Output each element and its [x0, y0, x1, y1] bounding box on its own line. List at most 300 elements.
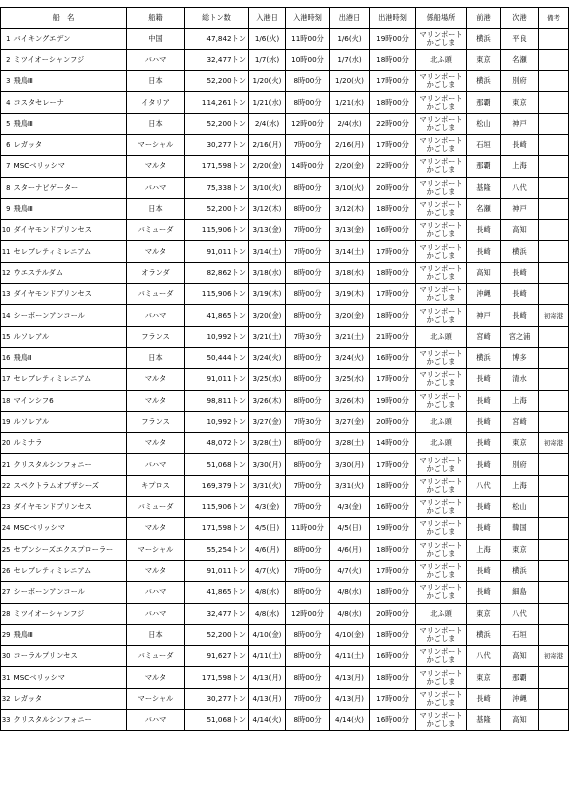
header-row	[1, 8, 569, 29]
cell-row-number: 7	[1, 156, 12, 177]
berth-line: かごしま	[426, 229, 456, 239]
berth-line: マリンポート	[419, 689, 463, 699]
cell-next-port: 石垣	[501, 624, 539, 645]
cell-ship-name: MSCベリッシマ	[12, 518, 127, 539]
cell-departure-date: 3/28(土)	[330, 433, 370, 454]
cell-previous-port: 高知	[467, 262, 501, 283]
berth-line: マリンポート	[419, 625, 463, 635]
cell-note	[539, 284, 569, 305]
table-row	[1, 134, 569, 155]
header-arrival-date: 入港日	[249, 8, 286, 29]
cell-arrival-time: 8時00分	[286, 305, 330, 326]
header-departure-date: 出港日	[330, 8, 370, 29]
table-row	[1, 220, 569, 241]
cell-previous-port: 東京	[467, 667, 501, 688]
table-row	[1, 560, 569, 581]
cell-note	[539, 603, 569, 624]
table-row	[1, 688, 569, 709]
berth-line: かごしま	[426, 655, 456, 665]
cell-departure-date: 3/10(火)	[330, 177, 370, 198]
cell-note	[539, 262, 569, 283]
cell-previous-port: 横浜	[467, 28, 501, 49]
cell-previous-port: 東京	[467, 603, 501, 624]
berth-line: マリンポート	[419, 221, 463, 231]
cell-departure-date: 2/20(金)	[330, 156, 370, 177]
cell-row-number: 4	[1, 92, 12, 113]
cell-berth	[416, 454, 467, 475]
cell-note	[539, 134, 569, 155]
cell-gross-tonnage: 115,906トン	[185, 284, 249, 305]
cell-flag: フランス	[127, 326, 185, 347]
cell-departure-date: 3/12(木)	[330, 198, 370, 219]
berth-line: マリンポート	[419, 136, 463, 146]
cell-departure-date: 1/7(水)	[330, 49, 370, 70]
cell-arrival-date: 4/13(月)	[249, 688, 286, 709]
cell-arrival-date: 1/7(水)	[249, 49, 286, 70]
cell-flag: マーシャル	[127, 539, 185, 560]
cell-berth	[416, 177, 467, 198]
cell-flag: マルタ	[127, 518, 185, 539]
berth-line: かごしま	[426, 463, 456, 473]
berth-line: かごしま	[426, 271, 456, 281]
cell-berth	[416, 497, 467, 518]
cell-gross-tonnage: 115,906トン	[185, 220, 249, 241]
cell-row-number: 32	[1, 688, 12, 709]
cell-arrival-time: 7時00分	[286, 475, 330, 496]
cell-note	[539, 688, 569, 709]
cell-note	[539, 390, 569, 411]
cell-berth	[416, 49, 467, 70]
cell-departure-time: 20時00分	[370, 177, 416, 198]
cell-departure-time: 17時00分	[370, 688, 416, 709]
header-tonnage: 総トン数	[185, 8, 249, 29]
cell-next-port: 長崎	[501, 305, 539, 326]
cell-departure-time: 16時00分	[370, 220, 416, 241]
cell-arrival-time: 12時00分	[286, 113, 330, 134]
cell-berth	[416, 710, 467, 731]
cell-departure-date: 4/8(水)	[330, 603, 370, 624]
cell-next-port: 長崎	[501, 134, 539, 155]
cell-row-number: 19	[1, 411, 12, 432]
cell-arrival-time: 7時30分	[286, 326, 330, 347]
cell-next-port: 那覇	[501, 667, 539, 688]
cell-next-port: 別府	[501, 71, 539, 92]
cell-departure-time: 17時00分	[370, 560, 416, 581]
cell-arrival-date: 3/18(水)	[249, 262, 286, 283]
berth-line: マリンポート	[419, 476, 463, 486]
cell-gross-tonnage: 10,992トン	[185, 411, 249, 432]
cell-ship-name: 飛鳥Ⅲ	[12, 71, 127, 92]
cell-next-port: 神戸	[501, 113, 539, 134]
table-row	[1, 667, 569, 688]
header-note: 備考	[539, 8, 569, 29]
cell-row-number: 22	[1, 475, 12, 496]
cell-arrival-date: 3/28(土)	[249, 433, 286, 454]
cell-previous-port: 松山	[467, 113, 501, 134]
cell-row-number: 16	[1, 347, 12, 368]
berth-line: かごしま	[426, 208, 456, 218]
table-row	[1, 454, 569, 475]
cell-row-number: 8	[1, 177, 12, 198]
cell-gross-tonnage: 52,200トン	[185, 71, 249, 92]
berth-line: マリンポート	[419, 285, 463, 295]
cell-arrival-date: 3/21(土)	[249, 326, 286, 347]
cell-note: 初寄港	[539, 433, 569, 454]
berth-line: かごしま	[426, 697, 456, 707]
cell-row-number: 24	[1, 518, 12, 539]
berth-line: マリンポート	[419, 391, 463, 401]
cell-next-port: 平良	[501, 28, 539, 49]
cell-arrival-time: 8時00分	[286, 582, 330, 603]
cell-previous-port: 八代	[467, 646, 501, 667]
cell-ship-name: コスタセレーナ	[12, 92, 127, 113]
cell-row-number: 25	[1, 539, 12, 560]
cell-previous-port: 長崎	[467, 688, 501, 709]
berth-line: 北ふ頭	[430, 438, 452, 448]
cell-arrival-date: 1/6(火)	[249, 28, 286, 49]
berth-line: マリンポート	[419, 583, 463, 593]
cell-departure-time: 16時00分	[370, 497, 416, 518]
cell-ship-name: ミツイオーシャンフジ	[12, 49, 127, 70]
berth-line: かごしま	[426, 570, 456, 580]
table-row	[1, 497, 569, 518]
cell-arrival-date: 2/4(水)	[249, 113, 286, 134]
cell-note	[539, 347, 569, 368]
cell-arrival-time: 8時00分	[286, 667, 330, 688]
cell-flag: マルタ	[127, 560, 185, 581]
cell-departure-date: 3/25(水)	[330, 369, 370, 390]
berth-line: かごしま	[426, 165, 456, 175]
cell-flag: フランス	[127, 411, 185, 432]
cell-next-port: 高知	[501, 220, 539, 241]
cell-gross-tonnage: 47,842トン	[185, 28, 249, 49]
cell-berth	[416, 134, 467, 155]
header-ship-name: 船 名	[1, 8, 127, 29]
cell-flag: バハマ	[127, 305, 185, 326]
cell-note	[539, 560, 569, 581]
cell-departure-time: 18時00分	[370, 475, 416, 496]
cell-ship-name: スペクトラムオブザシーズ	[12, 475, 127, 496]
cell-berth	[416, 113, 467, 134]
cell-previous-port: 長崎	[467, 369, 501, 390]
berth-line: かごしま	[426, 484, 456, 494]
cell-arrival-time: 10時00分	[286, 49, 330, 70]
cell-ship-name: シーボーンアンコール	[12, 582, 127, 603]
cell-arrival-time: 8時00分	[286, 710, 330, 731]
cell-ship-name: クリスタルシンフォニー	[12, 710, 127, 731]
berth-line: かごしま	[426, 101, 456, 111]
cell-berth	[416, 603, 467, 624]
cell-berth	[416, 92, 467, 113]
cell-arrival-time: 8時00分	[286, 198, 330, 219]
cell-note	[539, 667, 569, 688]
cell-arrival-time: 7時00分	[286, 560, 330, 581]
cell-previous-port: 石垣	[467, 134, 501, 155]
cell-arrival-date: 3/20(金)	[249, 305, 286, 326]
berth-line: かごしま	[426, 357, 456, 367]
berth-line: かごしま	[426, 378, 456, 388]
cell-ship-name: ルミナラ	[12, 433, 127, 454]
cell-arrival-time: 14時00分	[286, 156, 330, 177]
cell-ship-name: レガッタ	[12, 134, 127, 155]
cell-note	[539, 49, 569, 70]
cell-departure-time: 16時00分	[370, 646, 416, 667]
cell-ship-name: 飛鳥Ⅱ	[12, 347, 127, 368]
cell-arrival-time: 8時00分	[286, 177, 330, 198]
cell-flag: オランダ	[127, 262, 185, 283]
table-row	[1, 390, 569, 411]
cell-gross-tonnage: 41,865トン	[185, 582, 249, 603]
cell-row-number: 20	[1, 433, 12, 454]
cell-arrival-time: 8時00分	[286, 539, 330, 560]
cell-note	[539, 28, 569, 49]
cell-arrival-date: 3/14(土)	[249, 241, 286, 262]
cell-departure-date: 3/14(土)	[330, 241, 370, 262]
cell-departure-time: 18時00分	[370, 539, 416, 560]
cell-gross-tonnage: 171,598トン	[185, 156, 249, 177]
cell-row-number: 15	[1, 326, 12, 347]
table-row	[1, 156, 569, 177]
cell-gross-tonnage: 52,200トン	[185, 198, 249, 219]
berth-line: マリンポート	[419, 93, 463, 103]
cell-departure-date: 4/8(水)	[330, 582, 370, 603]
cell-next-port: 高知	[501, 710, 539, 731]
cell-row-number: 27	[1, 582, 12, 603]
cell-next-port: 八代	[501, 177, 539, 198]
cell-berth	[416, 71, 467, 92]
cell-departure-time: 17時00分	[370, 454, 416, 475]
cell-arrival-time: 8時00分	[286, 433, 330, 454]
berth-line: 北ふ頭	[430, 54, 452, 64]
cell-departure-date: 3/31(火)	[330, 475, 370, 496]
cell-gross-tonnage: 91,011トン	[185, 560, 249, 581]
table-row	[1, 28, 569, 49]
cell-previous-port: 沖縄	[467, 284, 501, 305]
cell-next-port: 上海	[501, 390, 539, 411]
cell-departure-time: 17時00分	[370, 369, 416, 390]
berth-line: マリンポート	[419, 114, 463, 124]
berth-line: かごしま	[426, 676, 456, 686]
cell-departure-date: 3/30(月)	[330, 454, 370, 475]
cell-row-number: 2	[1, 49, 12, 70]
cell-next-port: 東京	[501, 92, 539, 113]
berth-line: マリンポート	[419, 647, 463, 657]
cell-arrival-date: 4/10(金)	[249, 624, 286, 645]
table-row	[1, 475, 569, 496]
cell-row-number: 1	[1, 28, 12, 49]
cell-previous-port: 宮崎	[467, 326, 501, 347]
cell-departure-time: 17時00分	[370, 71, 416, 92]
cell-arrival-time: 7時00分	[286, 497, 330, 518]
berth-line: かごしま	[426, 314, 456, 324]
cell-arrival-date: 4/3(金)	[249, 497, 286, 518]
table-row	[1, 539, 569, 560]
header-departure-time: 出港時刻	[370, 8, 416, 29]
cell-ship-name: ルソレアル	[12, 411, 127, 432]
cell-previous-port: 横浜	[467, 71, 501, 92]
cell-flag: バハマ	[127, 49, 185, 70]
cell-row-number: 18	[1, 390, 12, 411]
cell-berth	[416, 305, 467, 326]
cell-arrival-time: 8時00分	[286, 624, 330, 645]
header-arrival-time: 入港時刻	[286, 8, 330, 29]
cell-note	[539, 326, 569, 347]
cell-flag: バミューダ	[127, 220, 185, 241]
header-prev-port: 前港	[467, 8, 501, 29]
cell-flag: バハマ	[127, 603, 185, 624]
cell-next-port: 上海	[501, 475, 539, 496]
cell-flag: マルタ	[127, 667, 185, 688]
cell-ship-name: MSCベリッシマ	[12, 667, 127, 688]
cell-departure-time: 19時00分	[370, 28, 416, 49]
cell-berth	[416, 475, 467, 496]
cell-departure-date: 4/11(土)	[330, 646, 370, 667]
cell-arrival-time: 12時00分	[286, 603, 330, 624]
cell-gross-tonnage: 171,598トン	[185, 518, 249, 539]
cell-gross-tonnage: 32,477トン	[185, 49, 249, 70]
berth-line: マリンポート	[419, 263, 463, 273]
cell-arrival-date: 1/20(火)	[249, 71, 286, 92]
berth-line: マリンポート	[419, 242, 463, 252]
cell-berth	[416, 411, 467, 432]
cell-row-number: 11	[1, 241, 12, 262]
cell-previous-port: 八代	[467, 475, 501, 496]
schedule-body	[1, 28, 569, 731]
cell-departure-time: 14時00分	[370, 433, 416, 454]
cell-gross-tonnage: 32,477トン	[185, 603, 249, 624]
cell-arrival-time: 8時00分	[286, 646, 330, 667]
cell-flag: マーシャル	[127, 688, 185, 709]
cell-gross-tonnage: 10,992トン	[185, 326, 249, 347]
cell-gross-tonnage: 30,277トン	[185, 688, 249, 709]
cell-note	[539, 497, 569, 518]
cell-note	[539, 369, 569, 390]
berth-line: かごしま	[426, 293, 456, 303]
berth-line: かごしま	[426, 527, 456, 537]
cell-departure-date: 3/13(金)	[330, 220, 370, 241]
berth-line: マリンポート	[419, 306, 463, 316]
cell-arrival-date: 3/24(火)	[249, 347, 286, 368]
table-row	[1, 113, 569, 134]
cell-flag: バミューダ	[127, 284, 185, 305]
berth-line: 北ふ頭	[430, 608, 452, 618]
berth-line: マリンポート	[419, 349, 463, 359]
cell-berth	[416, 582, 467, 603]
cell-previous-port: 基隆	[467, 177, 501, 198]
cell-ship-name: ミツイオーシャンフジ	[12, 603, 127, 624]
cell-arrival-date: 3/25(水)	[249, 369, 286, 390]
cell-note	[539, 241, 569, 262]
cell-previous-port: 長崎	[467, 241, 501, 262]
cell-note	[539, 71, 569, 92]
cell-ship-name: 飛鳥Ⅲ	[12, 198, 127, 219]
cell-previous-port: 基隆	[467, 710, 501, 731]
cell-next-port: 東京	[501, 433, 539, 454]
cell-gross-tonnage: 91,011トン	[185, 369, 249, 390]
cell-gross-tonnage: 50,444トン	[185, 347, 249, 368]
cell-note	[539, 220, 569, 241]
table-row	[1, 241, 569, 262]
cell-row-number: 29	[1, 624, 12, 645]
cell-berth	[416, 241, 467, 262]
cell-flag: バミューダ	[127, 497, 185, 518]
cell-next-port: 韓国	[501, 518, 539, 539]
table-row	[1, 305, 569, 326]
cell-gross-tonnage: 55,254トン	[185, 539, 249, 560]
table-row	[1, 646, 569, 667]
cell-arrival-time: 8時00分	[286, 454, 330, 475]
cell-arrival-date: 4/6(月)	[249, 539, 286, 560]
cell-arrival-date: 3/19(木)	[249, 284, 286, 305]
cell-note	[539, 539, 569, 560]
cell-gross-tonnage: 51,068トン	[185, 454, 249, 475]
cell-ship-name: ダイヤモンドプリンセス	[12, 220, 127, 241]
cell-arrival-time: 7時30分	[286, 411, 330, 432]
cell-berth	[416, 667, 467, 688]
cell-previous-port: 長崎	[467, 433, 501, 454]
cell-berth	[416, 560, 467, 581]
berth-line: 北ふ頭	[430, 416, 452, 426]
cell-ship-name: ダイヤモンドプリンセス	[12, 284, 127, 305]
cell-berth	[416, 347, 467, 368]
table-row	[1, 92, 569, 113]
cell-arrival-date: 4/14(火)	[249, 710, 286, 731]
cell-flag: バミューダ	[127, 646, 185, 667]
cell-ship-name: ルソレアル	[12, 326, 127, 347]
cell-berth	[416, 326, 467, 347]
cell-note	[539, 518, 569, 539]
cell-berth	[416, 284, 467, 305]
cell-departure-date: 4/7(火)	[330, 560, 370, 581]
cell-departure-time: 18時00分	[370, 582, 416, 603]
cell-gross-tonnage: 91,011トン	[185, 241, 249, 262]
cell-row-number: 33	[1, 710, 12, 731]
cell-gross-tonnage: 171,598トン	[185, 667, 249, 688]
cell-arrival-time: 8時00分	[286, 284, 330, 305]
cell-row-number: 9	[1, 198, 12, 219]
cell-gross-tonnage: 114,261トン	[185, 92, 249, 113]
cell-flag: バハマ	[127, 710, 185, 731]
berth-line: 北ふ頭	[430, 331, 452, 341]
cell-ship-name: マインシフ6	[12, 390, 127, 411]
cell-next-port: 東京	[501, 539, 539, 560]
table-row	[1, 369, 569, 390]
cell-departure-date: 2/16(月)	[330, 134, 370, 155]
table-row	[1, 284, 569, 305]
cell-flag: 日本	[127, 347, 185, 368]
cell-arrival-date: 3/31(火)	[249, 475, 286, 496]
cell-departure-time: 18時00分	[370, 305, 416, 326]
cell-next-port: 横浜	[501, 241, 539, 262]
cell-departure-date: 3/21(土)	[330, 326, 370, 347]
berth-line: マリンポート	[419, 72, 463, 82]
cell-next-port: 八代	[501, 603, 539, 624]
cell-row-number: 30	[1, 646, 12, 667]
cell-row-number: 3	[1, 71, 12, 92]
cell-row-number: 14	[1, 305, 12, 326]
cell-previous-port: 長崎	[467, 582, 501, 603]
table-row	[1, 71, 569, 92]
cell-gross-tonnage: 98,811トン	[185, 390, 249, 411]
cell-next-port: 長崎	[501, 262, 539, 283]
cell-gross-tonnage: 75,338トン	[185, 177, 249, 198]
cell-arrival-date: 3/27(金)	[249, 411, 286, 432]
cell-arrival-date: 4/8(水)	[249, 582, 286, 603]
cell-row-number: 31	[1, 667, 12, 688]
cell-next-port: 宮崎	[501, 411, 539, 432]
cell-gross-tonnage: 41,865トン	[185, 305, 249, 326]
cell-next-port: 博多	[501, 347, 539, 368]
